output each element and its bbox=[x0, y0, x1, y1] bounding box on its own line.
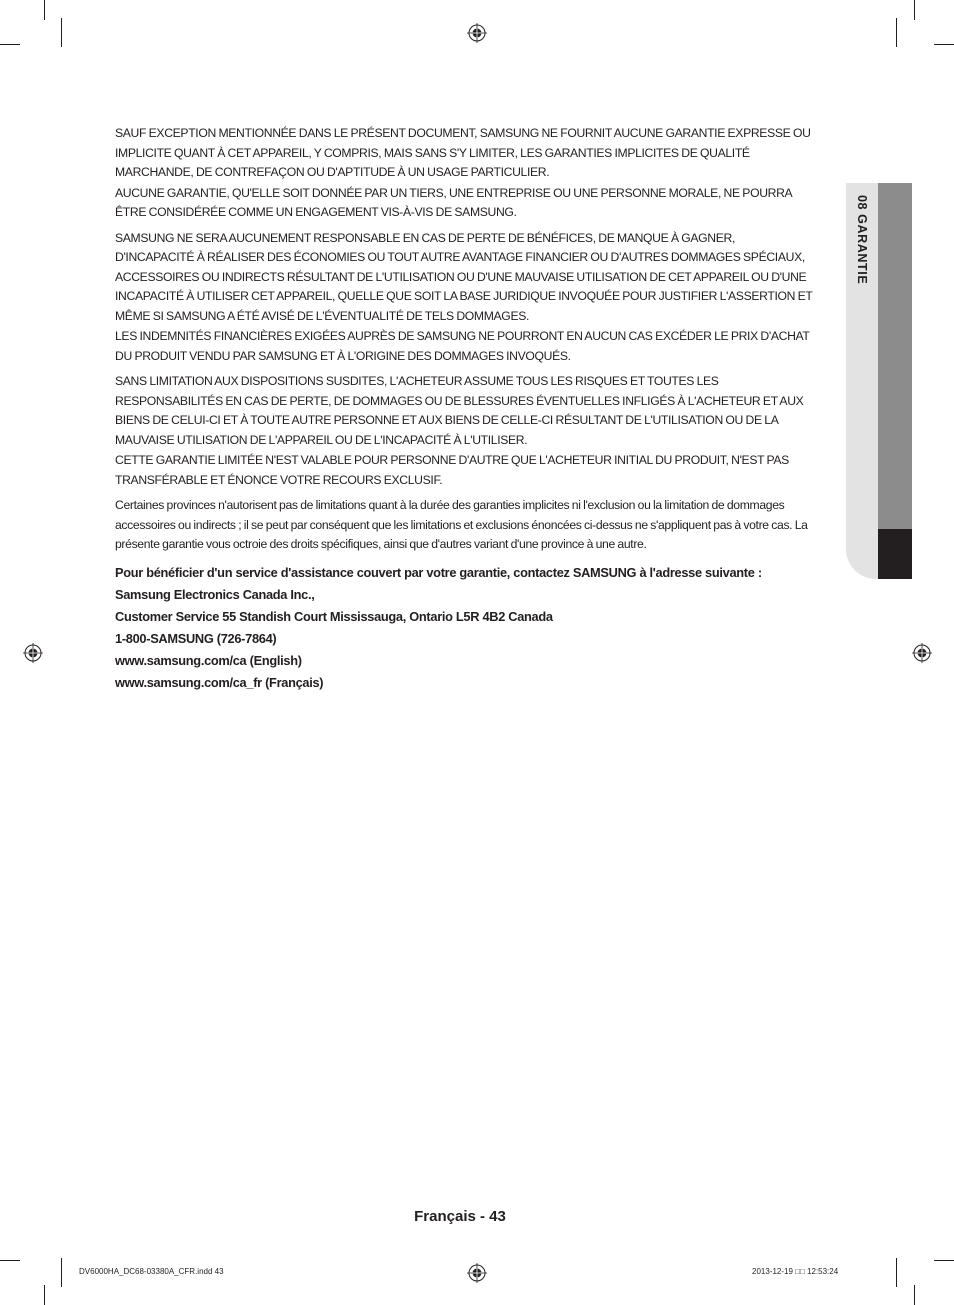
contact-address: Customer Service 55 Standish Court Mississauga, Ontario L5R 4B2 Canada bbox=[115, 608, 553, 624]
contact-block bbox=[115, 562, 815, 694]
registration-mark-icon bbox=[23, 643, 43, 663]
registration-mark-icon bbox=[467, 1263, 487, 1283]
chapter-tab-label: 08 GARANTIE bbox=[855, 195, 869, 285]
crop-mark bbox=[896, 18, 897, 47]
page-number-text: Français - 43 bbox=[414, 1208, 506, 1225]
paragraph-transfer: CETTE GARANTIE LIMITÉE N'EST VALABLE POUR PERSONNE D'AUTRE QUE L'ACHETEUR INITIAL DU PRODUIT, N'EST PAS TRANSFÉRABLE ET ÉNONCE VOTRE RECOURS EXCLUSIF. bbox=[115, 453, 789, 487]
crop-mark bbox=[914, 1285, 915, 1305]
crop-mark bbox=[914, 0, 915, 20]
paragraph-provinces: Certaines provinces n'autorisent pas de limitations quant à la durée des garanties implicites ni l'exclusion ou la limitation de dommages accessoires ou indirects ; il se peut par conséquent que les limitations et exclusions énoncées ci-dessus ne s'appliquent pas à votre cas. La présente garantie vous octroie des droits spécifiques, ainsi que d'autres variant d'une province à une autre. bbox=[115, 498, 808, 551]
page-number bbox=[0, 1208, 954, 1225]
paragraph-risk: SANS LIMITATION AUX DISPOSITIONS SUSDITES, L'ACHETEUR ASSUME TOUS LES RISQUES ET TOUTES LES RESPONSABILITÉS EN CAS DE PERTE, DE DOMMAGES OU DE BLESSURES ÉVENTUELLES INFLIGÉS À L'ACHETEUR ET AUX BIENS DE CELUI-CI ET À TOUTE AUTRE PERSONNE ET AUX BIENS DE CELLE-CI RÉSULTANT DE L'UTILISATION OU DE LA MAUVAISE UTILISATION DE L'APPAREIL OU DE L'INCAPACITÉ À L'UTILISER. bbox=[115, 374, 804, 447]
crop-mark bbox=[0, 1260, 20, 1261]
crop-mark bbox=[934, 44, 954, 45]
chapter-tab-bar bbox=[878, 183, 912, 529]
contact-website-french[interactable]: www.samsung.com/ca_fr (Français) bbox=[115, 674, 324, 690]
registration-mark-icon bbox=[912, 643, 932, 663]
contact-phone: 1-800-SAMSUNG (726-7864) bbox=[115, 630, 277, 646]
contact-intro: Pour bénéficier d'un service d'assistance couvert par votre garantie, contactez SAMSUNG à l'adresse suivante : bbox=[115, 564, 762, 580]
crop-mark bbox=[934, 1260, 954, 1261]
contact-company: Samsung Electronics Canada Inc., bbox=[115, 586, 315, 602]
registration-mark-icon bbox=[467, 23, 487, 43]
paragraph-liability: SAMSUNG NE SERA AUCUNEMENT RESPONSABLE EN CAS DE PERTE DE BÉNÉFICES, DE MANQUE À GAGNER, D'INCAPACITÉ À RÉALISER DES ÉCONOMIES OU TOUT AUTRE AVANTAGE FINANCIER OU D'AUTRES DOMMAGES SPÉCIAUX, ACCESSOIRES OU INDIRECTS RÉSULTANT DE L'UTILISATION OU D'UNE MAUVAISE UTILISATION DE CET APPAREIL OU D'UNE INCAPACITÉ À UTILISER CET APPAREIL, QUELLE QUE SOIT LA BASE JURIDIQUE INVOQUÉE POUR JUSTIFIER L'ASSERTION ET MÊME SI SAMSUNG A ÉTÉ AVISÉ DE L'ÉVENTUALITÉ DE TELS DOMMAGES. bbox=[115, 230, 813, 323]
paragraph-indemnity: LES INDEMNITÉS FINANCIÈRES EXIGÉES AUPRÈS DE SAMSUNG NE POURRONT EN AUCUN CAS EXCÉDER LE PRIX D'ACHAT DU PRODUIT VENDU PAR SAMSUNG ET À L'ORIGINE DES DOMMAGES INVOQUÉS. bbox=[115, 329, 810, 363]
crop-mark bbox=[896, 1258, 897, 1287]
crop-mark bbox=[61, 18, 62, 47]
contact-website-english[interactable]: www.samsung.com/ca (English) bbox=[115, 652, 302, 668]
crop-mark bbox=[61, 1258, 62, 1287]
chapter-tab-marker bbox=[878, 529, 912, 579]
crop-mark bbox=[44, 1285, 45, 1305]
paragraph-no-other-warranty: SAUF EXCEPTION MENTIONNÉE DANS LE PRÉSENT DOCUMENT, SAMSUNG NE FOURNIT AUCUNE GARANTIE EXPRESSE OU IMPLICITE QUANT À CET APPAREIL, Y COMPRIS, MAIS SANS S'Y LIMITER, LES GARANTIES IMPLICITES DE QUALITÉ MARCHANDE, DE CONTREFAÇON OU D'APTITUDE À UN USAGE PARTICULIER. bbox=[115, 126, 811, 179]
print-file-name: DV6000HA_DC68-03380A_CFR.indd 43 bbox=[79, 1267, 224, 1276]
crop-mark bbox=[44, 0, 45, 20]
crop-mark bbox=[0, 44, 20, 45]
paragraph-third-party: AUCUNE GARANTIE, QU'ELLE SOIT DONNÉE PAR UN TIERS, UNE ENTREPRISE OU UNE PERSONNE MORALE, NE POURRA ÊTRE CONSIDÉRÉE COMME UN ENGAGEMENT VIS-À-VIS DE SAMSUNG. bbox=[115, 185, 792, 219]
print-timestamp: 2013-12-19 □□ 12:53:24 bbox=[752, 1267, 839, 1276]
warranty-text bbox=[115, 124, 815, 694]
